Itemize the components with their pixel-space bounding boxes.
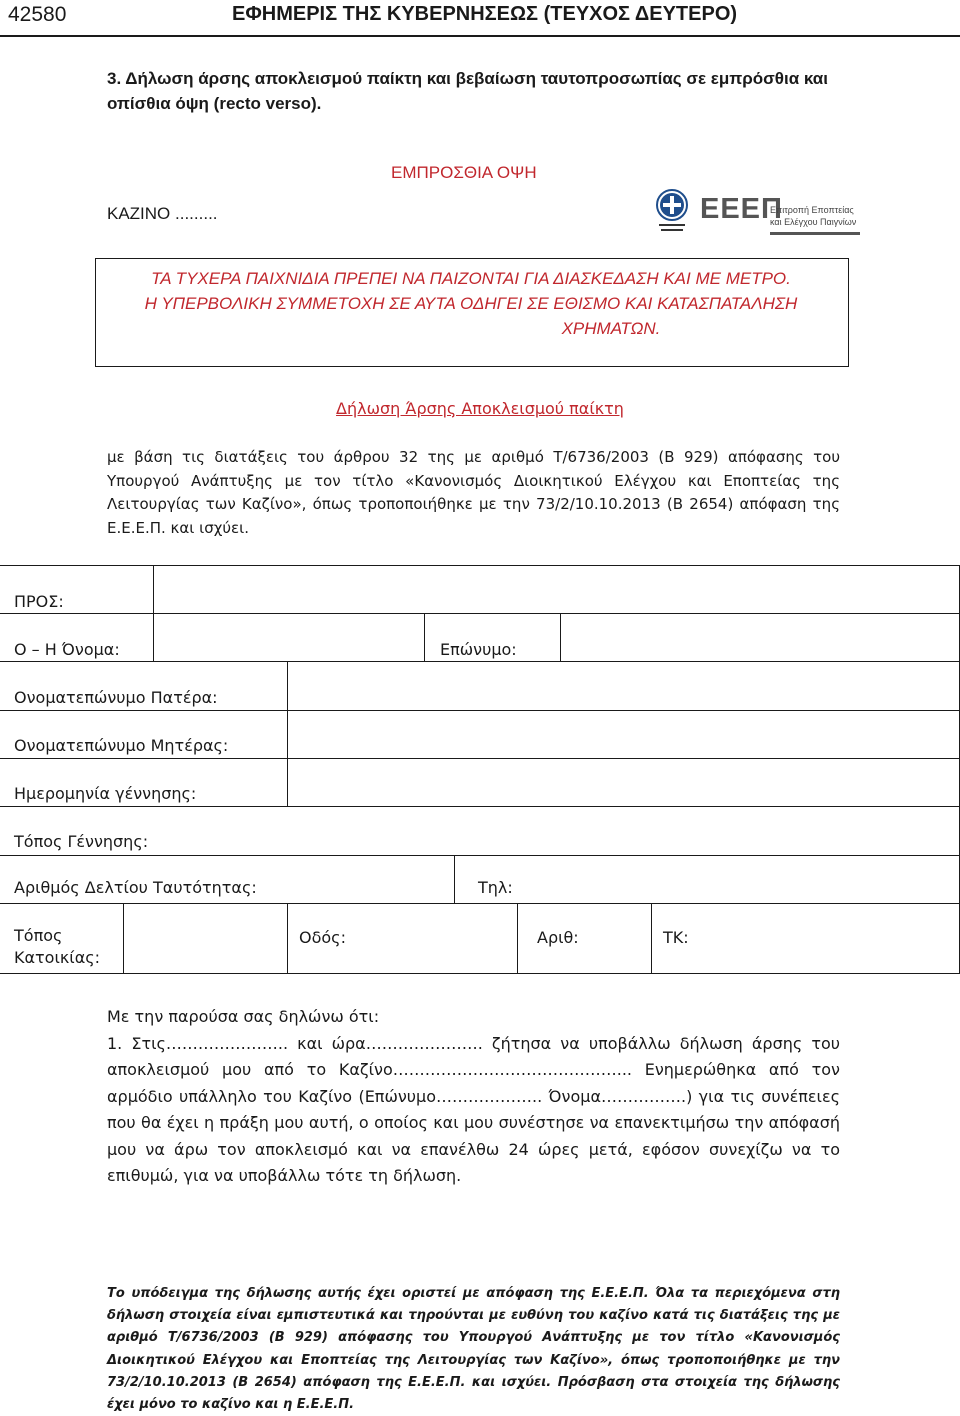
surname-field[interactable]: [566, 619, 951, 657]
declaration-title: Δήλωση Άρσης Αποκλεισμού παίκτη: [336, 399, 624, 418]
header-rule: [0, 35, 960, 37]
father-name-field[interactable]: [294, 667, 950, 705]
first-name-field[interactable]: [160, 619, 418, 657]
postal-code-field[interactable]: [700, 909, 950, 967]
eeep-subtitle-line1: Επιτροπή Εποπτείας: [770, 205, 854, 215]
to-label: ΠΡΟΣ:: [14, 592, 64, 611]
eeep-subtitle: [770, 204, 856, 228]
legal-basis-paragraph: με βάση τις διατάξεις του άρθρου 32 της με αριθμό Τ/6736/2003 (Β 929) απόφασης του Υπουργού Ανάπτυξης με τον τίτλο «Κανονισμός Διοικητικού Ελέγχου και Εποπτείας της Λειτουργίας των Καζίνο», όπως τροποποιήθηκε με την 73/2/10.10.2013 (Β 2654) απόφαση της Ε.Ε.Ε.Π. και ισχύει.: [107, 448, 840, 537]
statement-intro: Με την παρούσα σας δηλώνω ότι:: [107, 1007, 380, 1026]
warning-line-1: ΤΑ ΤΥΧΕΡΑ ΠΑΙΧΝΙΔΙΑ ΠΡΕΠΕΙ ΝΑ ΠΑΙΖΟΝΤΑΙ ΓΙΑ ΔΙΑΣΚΕΔΑΣΗ ΚΑΙ ΜΕ ΜΕΤΡΟ.: [151, 269, 791, 288]
front-side-label: ΕΜΠΡΟΣΘΙΑ ΟΨΗ: [391, 163, 537, 182]
statement-body: 1. Στις………………….. και ώρα…………………. ζήτησα να υποβάλλω δήλωση άρσης του αποκλεισμού μου από το Καζίνο……………………………………... Ενημερώθηκα από τον αρμόδιο υπάλληλο του Καζίνο (Επώνυμο……………….. Όνομα…………….) για τις συνέπειες που θα έχει η πράξη μου αυτή, ο οποίος και μου συνέστησε να επανεκτιμήσω την απόφασή μου να άρω τον αποκλεισμό και να επανέλθω 24 ώρες μετά, εφόσον συνεχίζω να το επιθυμώ, για να υποβάλλω τότε τη δήλωση.: [107, 1033, 840, 1185]
warning-text: [95, 266, 847, 341]
section-heading: 3. Δήλωση άρσης αποκλεισμού παίκτη και βεβαίωση ταυτοπροσωπίας σε εμπρόσθια και οπίσθια όψη (recto verso).: [107, 69, 828, 113]
birth-place-label: Τόπος Γέννησης:: [14, 832, 149, 851]
birth-place-field[interactable]: [294, 811, 950, 849]
greek-republic-emblem-icon: [655, 188, 689, 238]
mother-name-field[interactable]: [294, 715, 950, 753]
residence-label-line1: Τόπος: [14, 926, 63, 945]
id-number-label: Αριθμός Δελτίου Ταυτότητας:: [14, 878, 257, 897]
phone-label: Τηλ:: [478, 878, 513, 897]
birth-date-label: Ημερομηνία γέννησης:: [14, 784, 197, 803]
casino-label: ΚΑΖΙΝΟ .........: [107, 204, 218, 223]
number-label: Αριθ:: [537, 928, 579, 947]
eeep-subtitle-line2: και Ελέγχου Παιγνίων: [770, 217, 857, 227]
residence-label-line2: Κατοικίας:: [14, 948, 101, 967]
warning-line-2: Η ΥΠΕΡΒΟΛΙΚΗ ΣΥΜΜΕΤΟΧΗ ΣΕ ΑΥΤΑ ΟΔΗΓΕΙ ΣΕ ΕΘΙΣΜΟ ΚΑΙ ΚΑΤΑΣΠΑΤΑΛΗΣΗ: [144, 294, 798, 313]
residence-field[interactable]: [130, 909, 280, 967]
phone-field[interactable]: [530, 859, 950, 897]
street-field[interactable]: [360, 909, 510, 967]
street-label: Οδός:: [299, 928, 346, 947]
mother-name-label: Ονοματεπώνυμο Μητέρας:: [14, 736, 229, 755]
surname-label: Επώνυμο:: [440, 640, 517, 659]
gazette-title: ΕΦΗΜΕΡΙΣ ΤΗΣ ΚΥΒΕΡΝΗΣΕΩΣ (ΤΕΥΧΟΣ ΔΕΥΤΕΡΟ): [232, 3, 738, 25]
footnote: Το υπόδειγμα της δήλωσης αυτής έχει οριστεί με απόφαση της Ε.Ε.Ε.Π. Όλα τα περιεχόμενα στη δήλωση στοιχεία είναι εμπιστευτικά και τηρούνται με ευθύνη του καζίνο κατά τις διατάξεις της με αριθμό Τ/6736/2003 (Β 929) απόφασης του Υπουργού Ανάπτυξης με τον τίτλο «Κανονισμός Διοικητικού Ελέγχου και Εποπτείας της Λειτουργίας των Καζίνο», όπως τροποποιήθηκε με την 73/2/10.10.2013 (Β 2654) απόφαση της Ε.Ε.Ε.Π. και ισχύει. Πρόσβαση στα στοιχεία της δήλωσης έχει μόνο το καζίνο και η Ε.Ε.Ε.Π.: [107, 1286, 840, 1413]
eeep-logo: ΕΕΕΠ: [700, 193, 783, 225]
eeep-logo-bar: [770, 232, 860, 235]
postal-code-label: ΤΚ:: [663, 928, 689, 947]
number-field[interactable]: [590, 909, 645, 967]
birth-date-field[interactable]: [294, 763, 950, 801]
residence-label: [14, 925, 100, 969]
page-number: 42580: [8, 3, 67, 26]
warning-line-3: ΧΡΗΜΑΤΩΝ.: [561, 319, 661, 338]
to-field[interactable]: [160, 571, 950, 609]
statement: [107, 1004, 840, 1190]
father-name-label: Ονοματεπώνυμο Πατέρα:: [14, 688, 218, 707]
id-number-field[interactable]: [294, 859, 449, 897]
first-name-label: Ο – Η Όνομα:: [14, 640, 120, 659]
